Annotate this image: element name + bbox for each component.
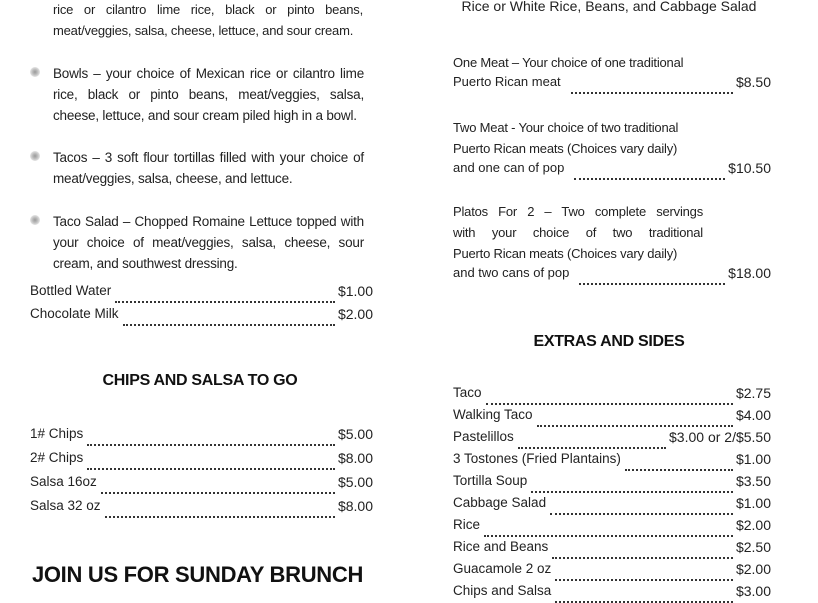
dot-leader xyxy=(101,491,335,494)
price-row xyxy=(453,450,771,468)
item-price: $3.00 xyxy=(735,583,771,599)
taco-salad-description: Taco Salad – Chopped Romaine Lettuce topped with your choice of meat/veggies, salsa, cheese, sour cream, and southwest dressing. xyxy=(53,214,364,271)
menu-item-bowls xyxy=(28,63,364,126)
item-price: $8.00 xyxy=(337,498,373,514)
item-price: $4.00 xyxy=(735,407,771,423)
desc-line: meat/veggies, salsa, cheese, lettuce, and sour cream. xyxy=(53,23,354,38)
price-row xyxy=(453,384,771,402)
item-name: Rice xyxy=(453,517,481,532)
dot-leader xyxy=(531,490,733,493)
price-row xyxy=(453,538,771,556)
bowls-description: Bowls – your choice of Mexican rice or cilantro lime rice, black or pinto beans, meat/veggies, salsa, cheese, lettuce, and sour cream piled high in a bowl. xyxy=(53,66,364,123)
price-row xyxy=(453,560,771,578)
item-name: 3 Tostones (Fried Plantains) xyxy=(453,451,621,466)
item-price: $3.50 xyxy=(735,473,771,489)
dot-leader xyxy=(87,467,335,470)
dot-leader xyxy=(115,300,335,303)
item-name: Walking Taco xyxy=(453,407,533,422)
platter-desc-line: Platos For 2 – Two complete servings xyxy=(453,204,703,219)
dot-leader xyxy=(537,424,733,427)
item-price: $1.00 xyxy=(337,283,373,299)
item-name: Tortilla Soup xyxy=(453,473,528,488)
price-row xyxy=(30,497,373,515)
price-row xyxy=(453,582,771,600)
item-price: $1.00 xyxy=(735,495,771,511)
item-price: $10.50 xyxy=(728,160,771,176)
brunch-heading: JOIN US FOR SUNDAY BRUNCH xyxy=(31,562,364,587)
price-row xyxy=(30,282,373,300)
price-row xyxy=(453,516,771,534)
item-name: Rice and Beans xyxy=(453,539,549,554)
item-name: Cabbage Salad xyxy=(453,495,547,510)
price-row xyxy=(453,428,771,446)
price-row xyxy=(30,425,373,443)
platter-platos-for-2 xyxy=(453,201,771,282)
item-name: Taco xyxy=(453,385,482,400)
dot-leader xyxy=(484,534,733,537)
dot-leader xyxy=(574,177,725,180)
item-price: $8.50 xyxy=(735,74,771,90)
dot-leader xyxy=(552,556,733,559)
item-name: Chocolate Milk xyxy=(30,306,119,321)
item-name: Salsa 16oz xyxy=(30,474,97,489)
dot-leader xyxy=(105,515,335,518)
item-name: Puerto Rican meat xyxy=(453,74,561,89)
tacos-description: Tacos – 3 soft flour tortillas filled with your choice of meat/veggies, salsa, cheese, and lettuce. xyxy=(53,150,364,186)
dot-leader xyxy=(550,512,733,515)
platter-desc-line: One Meat – Your choice of one traditional xyxy=(453,55,684,70)
price-row xyxy=(30,473,373,491)
right-column xyxy=(400,0,800,600)
item-name: Pastelillos xyxy=(453,429,514,444)
dot-leader xyxy=(625,468,733,471)
platter-desc-line: Puerto Rican meats (Choices vary daily) xyxy=(453,246,678,261)
platter-one-meat xyxy=(453,52,771,91)
price-row xyxy=(30,305,373,323)
section-heading-chips: CHIPS AND SALSA TO GO xyxy=(102,372,298,389)
burrito-description-continuation xyxy=(53,0,363,41)
item-price: $2.00 xyxy=(735,561,771,577)
item-name: 1# Chips xyxy=(30,426,84,441)
price-row xyxy=(453,159,771,177)
dot-leader xyxy=(486,402,733,405)
item-name: 2# Chips xyxy=(30,450,84,465)
item-price: $2.00 xyxy=(735,517,771,533)
section-heading-extras: EXTRAS AND SIDES xyxy=(533,333,685,350)
item-price: $3.00 or 2/$5.50 xyxy=(669,429,771,445)
dot-leader xyxy=(518,446,666,449)
price-row xyxy=(453,472,771,490)
item-price: $2.00 xyxy=(337,306,373,322)
platter-desc-line: with your choice of two traditional xyxy=(453,225,703,240)
item-name: and two cans of pop xyxy=(453,265,570,280)
price-row xyxy=(30,449,373,467)
item-price: $5.00 xyxy=(337,474,373,490)
dot-leader xyxy=(87,443,335,446)
item-price: $2.75 xyxy=(735,385,771,401)
platter-two-meat xyxy=(453,117,771,177)
platter-desc-line: Puerto Rican meats (Choices vary daily) xyxy=(453,141,678,156)
item-price: $1.00 xyxy=(735,451,771,467)
flower-bullet-icon xyxy=(28,63,53,126)
flower-bullet-icon xyxy=(28,211,53,274)
item-price: $18.00 xyxy=(728,265,771,281)
menu-item-taco-salad xyxy=(28,211,364,274)
platter-subtitle: Rice or White Rice, Beans, and Cabbage Salad xyxy=(461,0,757,14)
dot-leader xyxy=(579,282,725,285)
flower-bullet-icon xyxy=(28,147,53,189)
item-name: and one can of pop xyxy=(453,160,565,175)
item-name: Bottled Water xyxy=(30,283,112,298)
dot-leader xyxy=(571,91,733,94)
item-name: Guacamole 2 oz xyxy=(453,561,552,576)
platter-desc-line: Two Meat - Your choice of two traditional xyxy=(453,120,679,135)
menu-item-tacos xyxy=(28,147,364,189)
price-row xyxy=(453,264,771,282)
price-row xyxy=(453,494,771,512)
item-price: $2.50 xyxy=(735,539,771,555)
item-price: $8.00 xyxy=(337,450,373,466)
left-column xyxy=(0,0,400,600)
dot-leader xyxy=(555,578,733,581)
drinks-list xyxy=(0,283,400,332)
dot-leader xyxy=(123,323,335,326)
item-name: Salsa 32 oz xyxy=(30,498,101,513)
price-row xyxy=(453,73,771,91)
item-name: Chips and Salsa xyxy=(453,583,552,598)
price-row xyxy=(453,406,771,424)
item-price: $5.00 xyxy=(337,426,373,442)
desc-line: rice or cilantro lime rice, black or pinto beans, xyxy=(53,2,363,17)
